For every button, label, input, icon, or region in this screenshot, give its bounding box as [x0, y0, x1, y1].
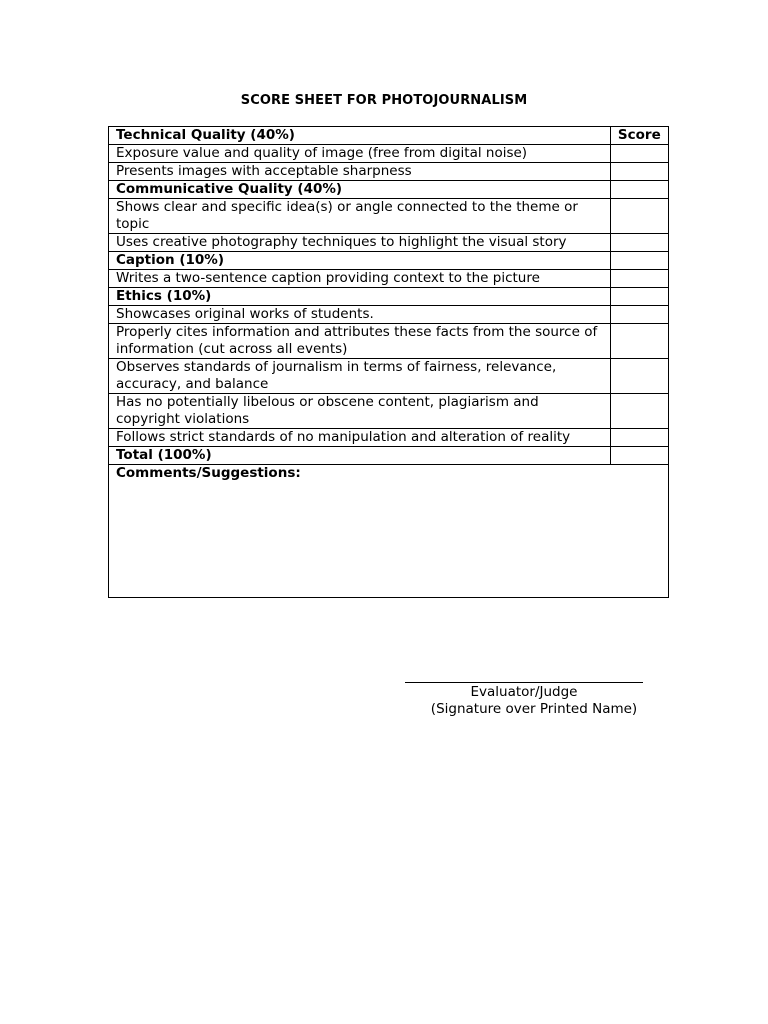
page-title: SCORE SHEET FOR PHOTOJOURNALISM: [240, 93, 528, 108]
total-label: Total (100%): [109, 447, 611, 465]
score-input-cell[interactable]: [610, 270, 668, 288]
signature-block: [405, 668, 643, 718]
table-row: [109, 306, 669, 324]
criteria-item: Observes standards of journalism in terms of fairness, relevance, accuracy, and balance: [109, 359, 611, 394]
comments-label: Comments/Suggestions:: [116, 465, 301, 481]
score-input-cell[interactable]: [610, 359, 668, 394]
signature-role: Evaluator/Judge: [470, 684, 578, 700]
criteria-item: Exposure value and quality of image (free from digital noise): [109, 145, 611, 163]
total-score-cell[interactable]: [610, 447, 668, 465]
score-input-cell[interactable]: [610, 324, 668, 359]
score-input-cell[interactable]: [610, 199, 668, 234]
table-row: [109, 145, 669, 163]
criteria-item: Properly cites information and attributes these facts from the source of information (cut across all events): [109, 324, 611, 359]
table-row: [109, 359, 669, 394]
signature-line[interactable]: [405, 668, 643, 683]
score-input-cell[interactable]: [610, 394, 668, 429]
table-row: [109, 163, 669, 181]
score-input-cell[interactable]: [610, 252, 668, 270]
table-row: [109, 270, 669, 288]
table-row: [109, 181, 669, 199]
table-row: [109, 252, 669, 270]
criteria-item: Uses creative photography techniques to highlight the visual story: [109, 234, 611, 252]
criteria-item: Showcases original works of students.: [109, 306, 611, 324]
criteria-item: Presents images with acceptable sharpness: [109, 163, 611, 181]
score-column-header: Score: [610, 127, 668, 145]
criteria-category: Communicative Quality (40%): [109, 181, 611, 199]
criteria-item: Follows strict standards of no manipulation and alteration of reality: [109, 429, 611, 447]
score-input-cell[interactable]: [610, 181, 668, 199]
score-input-cell[interactable]: [610, 429, 668, 447]
comments-row: [109, 465, 669, 598]
score-input-cell[interactable]: [610, 288, 668, 306]
table-row: [109, 234, 669, 252]
criteria-category: Ethics (10%): [109, 288, 611, 306]
score-input-cell[interactable]: [610, 234, 668, 252]
score-table: [108, 126, 669, 598]
table-row: [109, 127, 669, 145]
table-row: [109, 288, 669, 306]
table-row: [109, 324, 669, 359]
score-input-cell[interactable]: [610, 145, 668, 163]
criteria-item: Shows clear and specific idea(s) or angle connected to the theme or topic: [109, 199, 611, 234]
comments-area[interactable]: [109, 465, 669, 598]
table-row: [109, 447, 669, 465]
criteria-item: Has no potentially libelous or obscene content, plagiarism and copyright violations: [109, 394, 611, 429]
score-input-cell[interactable]: [610, 163, 668, 181]
criteria-category: Technical Quality (40%): [109, 127, 611, 145]
criteria-category: Caption (10%): [109, 252, 611, 270]
signature-note: (Signature over Printed Name): [430, 701, 638, 717]
score-input-cell[interactable]: [610, 306, 668, 324]
table-row: [109, 394, 669, 429]
table-row: [109, 199, 669, 234]
table-row: [109, 429, 669, 447]
criteria-item: Writes a two-sentence caption providing context to the picture: [109, 270, 611, 288]
